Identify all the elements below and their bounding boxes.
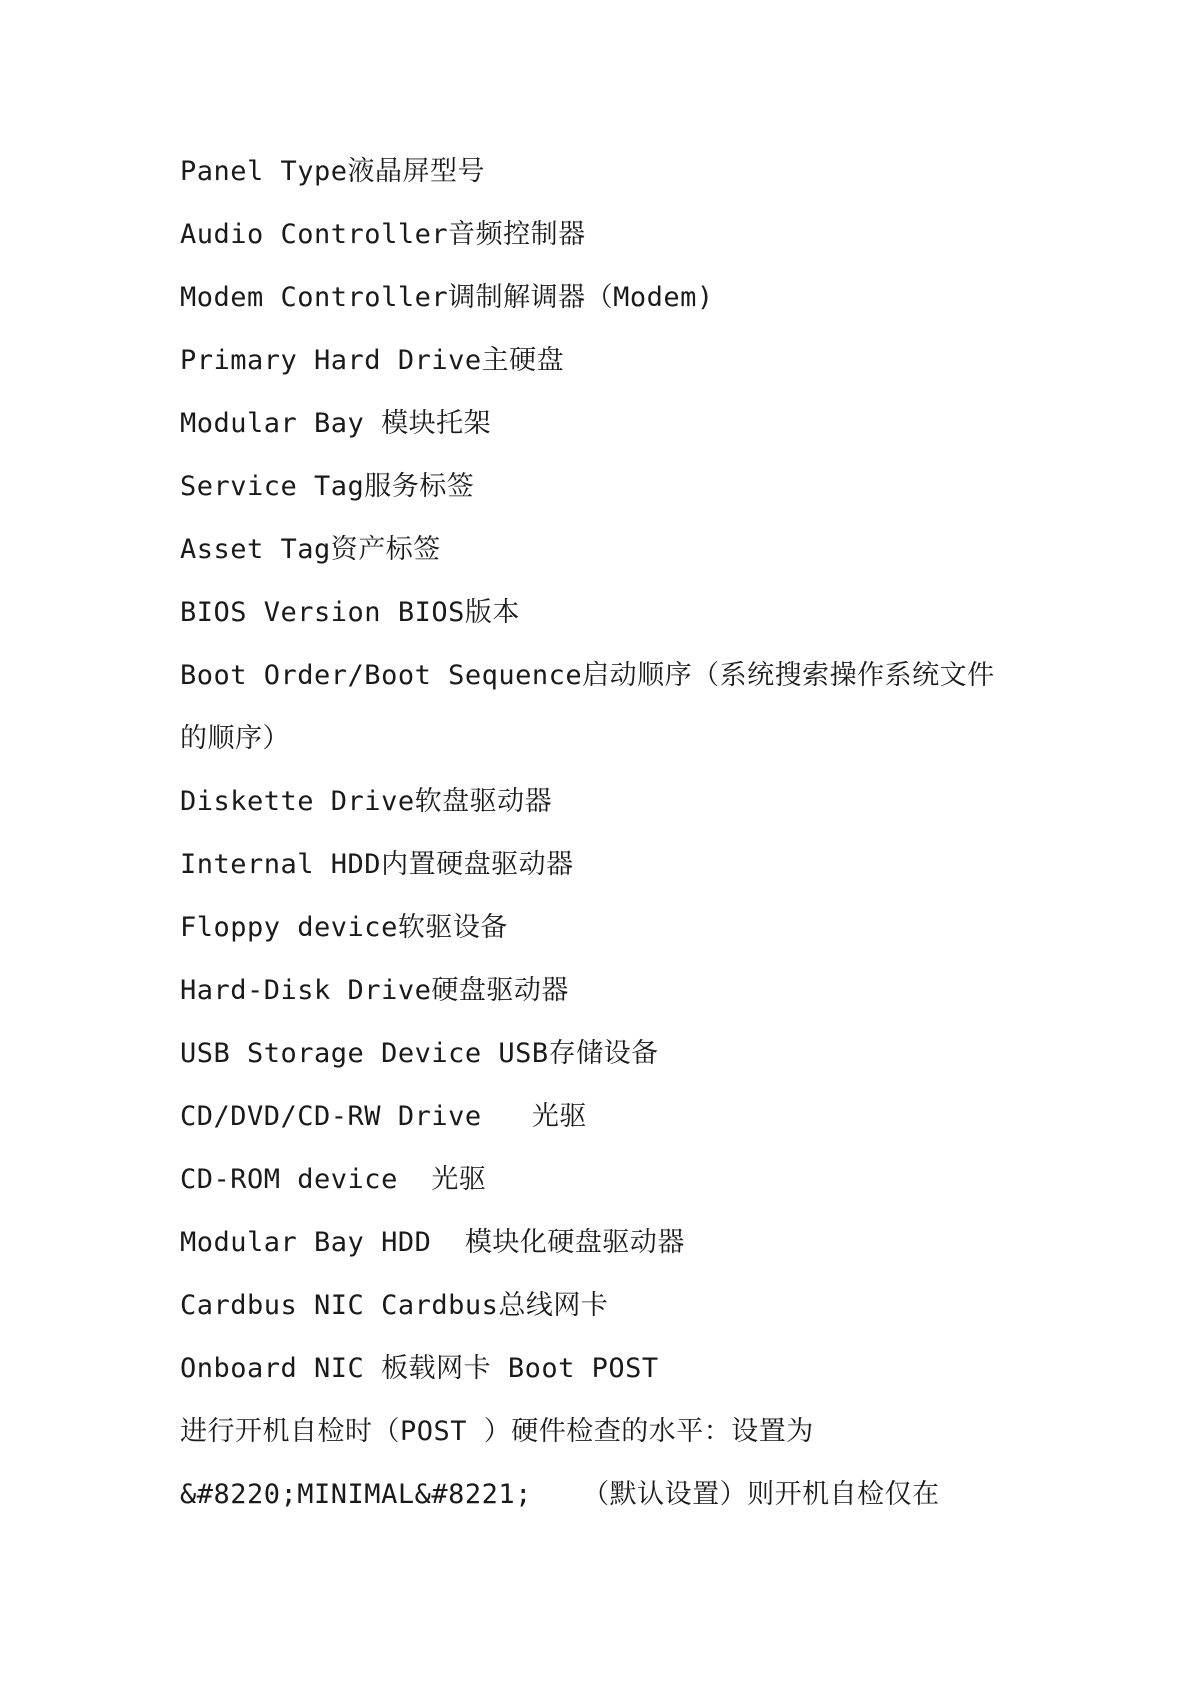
text-line: Cardbus NIC Cardbus总线网卡 [180, 1290, 609, 1321]
text-line: Primary Hard Drive主硬盘 [180, 345, 565, 376]
document-body [180, 140, 1040, 1526]
text-line: 进行开机自检时（POST ）硬件检查的水平：设置为 [180, 1416, 814, 1447]
text-line: Floppy device软驱设备 [180, 912, 508, 943]
text-line: Asset Tag资产标签 [180, 534, 441, 565]
text-line: Modem Controller调制解调器（Modem) [180, 282, 714, 313]
text-line: USB Storage Device USB存储设备 [180, 1038, 659, 1069]
text-line: BIOS Version BIOS版本 [180, 597, 520, 628]
text-line: Hard-Disk Drive硬盘驱动器 [180, 975, 569, 1006]
text-line: Modular Bay 模块托架 [180, 408, 492, 439]
text-line: Onboard NIC 板载网卡 Boot POST [180, 1353, 659, 1384]
text-line: Panel Type液晶屏型号 [180, 156, 486, 187]
text-line: Modular Bay HDD 模块化硬盘驱动器 [180, 1227, 685, 1258]
text-line: Boot Order/Boot Sequence启动顺序（系统搜索操作系统文件 [180, 660, 995, 691]
text-line: Diskette Drive软盘驱动器 [180, 786, 553, 817]
text-line: CD/DVD/CD-RW Drive 光驱 [180, 1101, 587, 1132]
text-line: Service Tag服务标签 [180, 471, 475, 502]
text-line: Audio Controller音频控制器 [180, 219, 586, 250]
text-line: Internal HDD内置硬盘驱动器 [180, 849, 574, 880]
text-line: 的顺序） [180, 723, 290, 754]
text-line: &#8220;MINIMAL&#8221; （默认设置）则开机自检仅在 [180, 1479, 940, 1510]
text-line: CD-ROM device 光驱 [180, 1164, 487, 1195]
